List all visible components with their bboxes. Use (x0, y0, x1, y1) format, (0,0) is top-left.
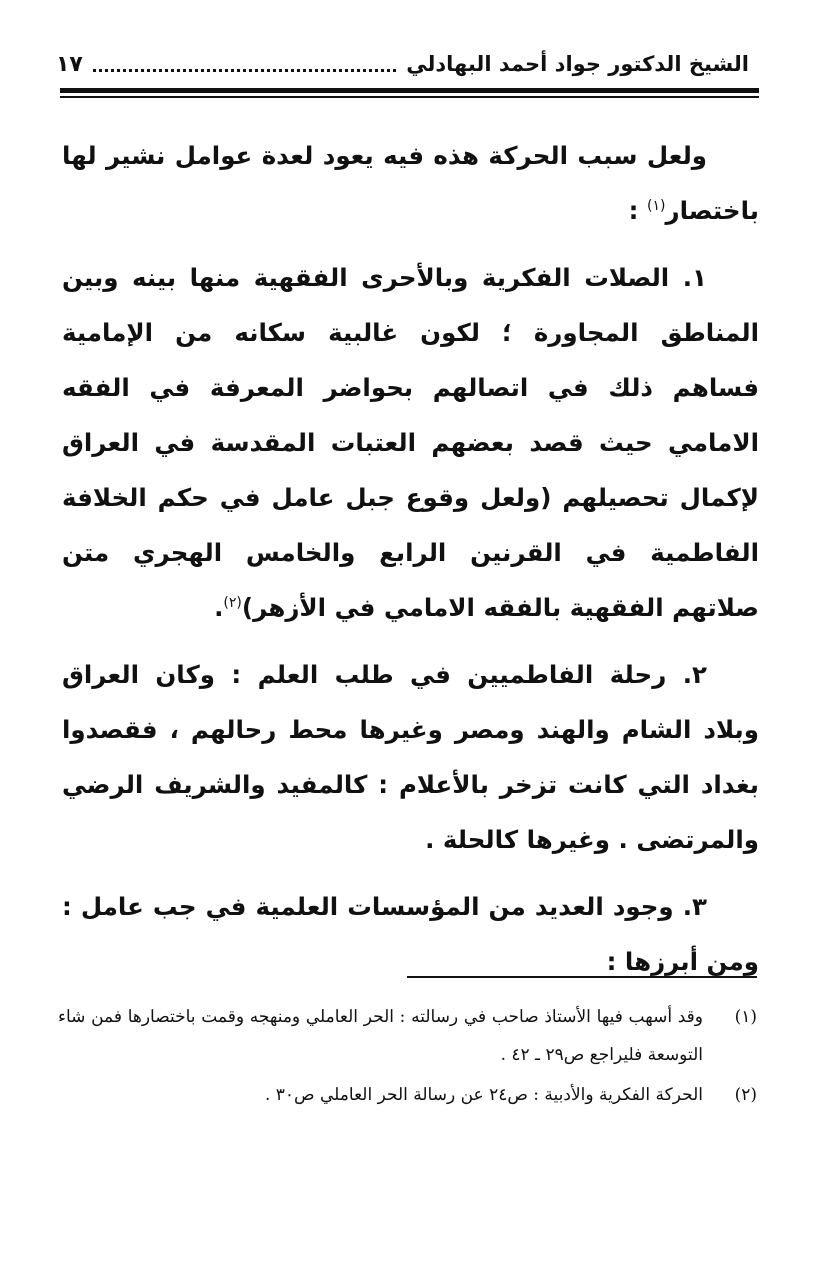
page-header (56, 44, 749, 84)
footnote-text: وقد أسهب فيها الأستاذ صاحب في رسالته : الحر العاملي ومنهجه وقمت باختصارها فمن شاء التوسعة فليراجع ص٢٩ ـ ٤٢ . (58, 1007, 703, 1065)
intro-text: ولعل سبب الحركة هذه فيه يعود لعدة عوامل نشير لها باختصار (62, 141, 759, 225)
running-title: الشيخ الدكتور جواد أحمد البهادلي (406, 52, 749, 76)
footnote-1 (58, 998, 757, 1074)
footnote-ref-1: (١) (647, 197, 666, 214)
header-rule-thick (60, 88, 759, 93)
item-3-paragraph: ٣. وجود العديد من المؤسسات العلمية في جب عامل : ومن أبرزها : (62, 892, 759, 976)
intro-paragraph (62, 128, 759, 238)
footnote-separator (407, 976, 757, 978)
header-dot-leader (93, 69, 396, 72)
header-rule-thin (60, 96, 759, 98)
footnote-text: الحركة الفكرية والأدبية : ص٢٤ عن رسالة الحر العاملي ص٣٠ . (264, 1085, 703, 1105)
footnote-ref-2: (٢) (223, 594, 242, 611)
page-number: ١٧ (56, 51, 83, 77)
item-2-paragraph: ٢. رحلة الفاطميين في طلب العلم : وكان العراق وبلاد الشام والهند ومصر وغيرها محط رحالهم ، فقصدوا بغداد التي كانت تزخر بالأعلام : كالمفيد والشريف الرضي والمرتضى . وغيرها كالحلة . (62, 660, 759, 854)
footnote-number: (١) (734, 1007, 757, 1027)
footnote-2 (58, 1076, 757, 1114)
item-1-end: . (214, 593, 224, 622)
footnotes (58, 998, 757, 1116)
item-1-text: ١. الصلات الفكرية وبالأحرى الفقهية منها بينه وبين المناطق المجاورة ؛ لكون غالبية سكانه من الإمامية فساهم ذلك في اتصالهم بحواضر المعرفة في الفقه الامامي حيث قصد بعضهم العتبات المقدسة في العراق لإكمال تحصيلهم (ولعل وقوع جبل عامل في حكم الخلافة الفاطمية في القرنين الرابع والخامس الهجري متن صلاتهم الفقهية بالفقه الامامي في الأزهر) (62, 263, 759, 622)
item-1-paragraph (62, 250, 759, 635)
footnote-number: (٢) (734, 1085, 757, 1105)
intro-colon: : (628, 196, 639, 225)
main-text (62, 128, 759, 1001)
